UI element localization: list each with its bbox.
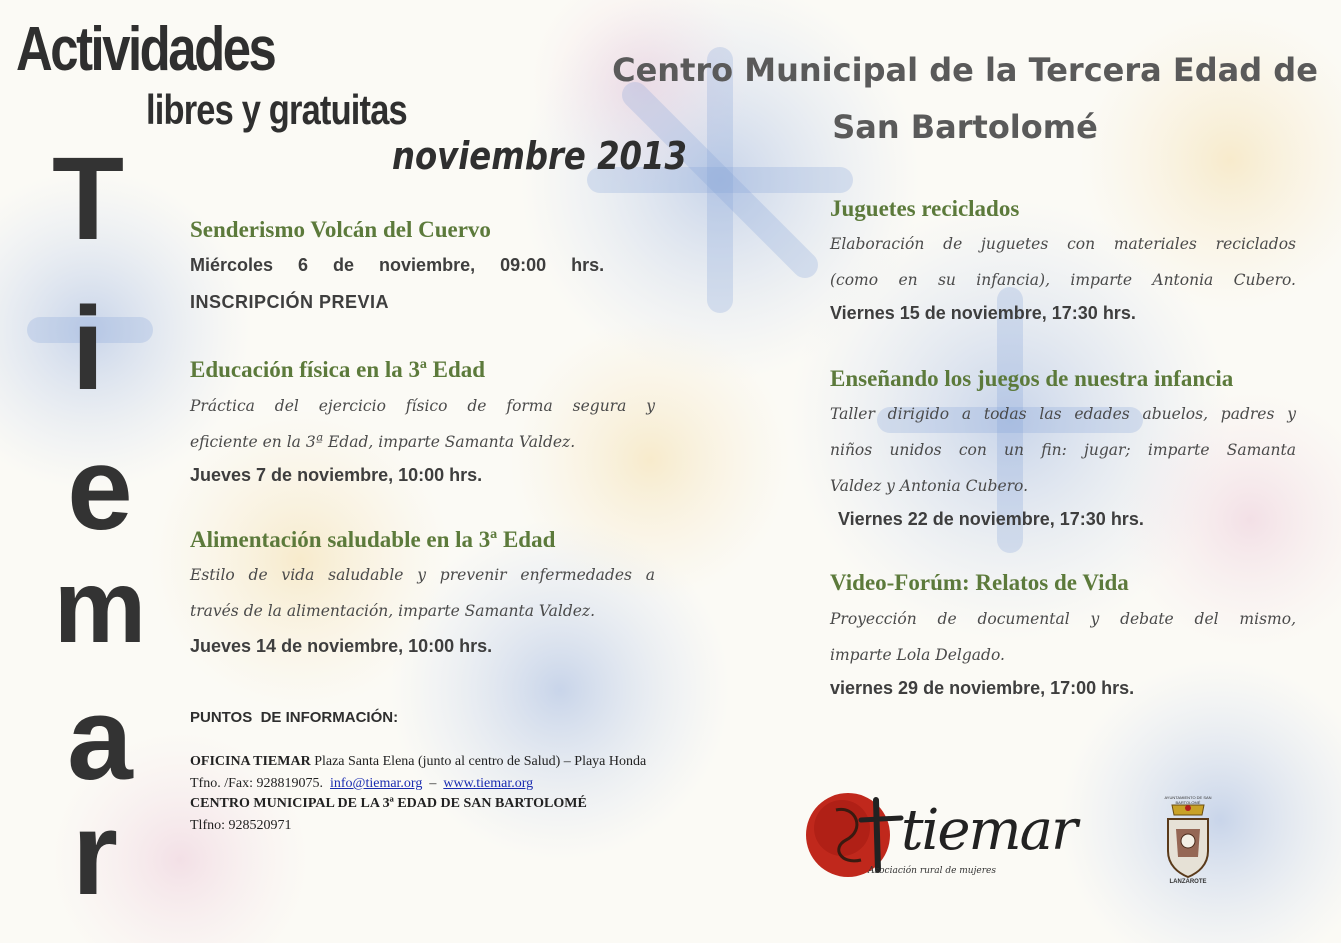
crest-shield-icon [1158,801,1218,881]
activity-title: Video-Forúm: Relatos de Vida [830,570,1129,595]
activity-date: Jueves 7 de noviembre, 10:00 hrs. [190,465,483,485]
logo-text: tiemar [901,798,1076,863]
office-phone: Tfno. /Fax: 928819075. [190,776,330,791]
activity-description: Taller dirigido a todas las edades abuelos, padres y [830,405,1296,423]
centro-heading-line1: Centro Municipal de la Tercera Edad de [612,51,1318,89]
centro-heading [600,42,1330,156]
activity-date: Jueves 14 de noviembre, 10:00 hrs. [190,636,493,656]
activity-description: través de la alimentación, imparte Samanta Valdez. [190,602,596,620]
activity-description: Práctica del ejercicio físico de forma segura y [190,397,655,415]
activity-date: viernes 29 de noviembre, 17:00 hrs. [830,678,1135,698]
activity-date: Miércoles 6 de noviembre, 09:00 hrs. [190,255,605,275]
tiemar-logo [806,780,1076,890]
info-contact [190,776,533,792]
centro-name: CENTRO MUNICIPAL DE LA 3ª EDAD DE SAN BARTOLOMÉ [190,796,587,811]
activity-note: INSCRIPCIÓN PREVIA [190,292,390,312]
activity-title: Alimentación saludable en la 3ª Edad [190,527,556,552]
logo-tagline: Asociación rural de mujeres [868,866,996,876]
centro-phone: Tlfno: 928520971 [190,818,292,833]
office-address: Plaza Santa Elena (junto al centro de Salud) – Playa Honda [310,754,647,769]
municipal-crest [1158,795,1218,885]
crest-label-bottom: LANZAROTE [1169,879,1207,885]
email-link[interactable]: info@tiemar.org [330,776,423,791]
brand-letter-a: a [67,673,133,805]
activity-title: Senderismo Volcán del Cuervo [190,217,491,242]
title-actividades: Actividades [16,15,275,84]
activity-description: niños unidos con un fin: jugar; imparte Samanta [830,441,1296,459]
subtitle-libres-gratuitas: libres y gratuitas [146,86,407,133]
website-link[interactable]: www.tiemar.org [443,776,534,791]
activity-description: Estilo de vida saludable y prevenir enfermedades a [190,566,655,584]
office-name: OFICINA TIEMAR [190,754,311,769]
centro-heading-line2: San Bartolomé [832,108,1098,146]
activity-title: Juguetes reciclados [830,196,1020,221]
activity-date: Viernes 22 de noviembre, 17:30 hrs. [838,509,1144,529]
brand-letter-t: T [51,133,125,265]
info-office [190,754,646,770]
brand-letter-e: e [67,423,133,555]
brand-letter-i: i [71,283,105,415]
activity-date: Viernes 15 de noviembre, 17:30 hrs. [830,303,1136,323]
crest-label-top: AYUNTAMIENTO DE SAN BARTOLOMÉ [1164,795,1212,805]
activity-description: (como en su infancia), imparte Antonia Cubero. [830,271,1296,289]
brand-letter-m: m [53,549,147,665]
info-heading: PUNTOS DE INFORMACIÓN: [190,709,399,726]
activity-description: Valdez y Antonia Cubero. [830,477,1029,495]
activity-title: Enseñando los juegos de nuestra infancia [830,366,1234,391]
activity-description: imparte Lola Delgado. [830,646,1005,664]
activity-description: Proyección de documental y debate del mismo, [830,610,1296,628]
brand-letter-r: r [72,788,118,920]
activity-description: Elaboración de juguetes con materiales reciclados [830,235,1296,253]
contact-separator: – [422,776,444,791]
info-centro [190,796,587,812]
date-heading: noviembre 2013 [392,134,687,178]
activity-title: Educación física en la 3ª Edad [190,357,486,382]
activity-description: eficiente en la 3ª Edad, imparte Samanta Valdez. [190,433,576,451]
